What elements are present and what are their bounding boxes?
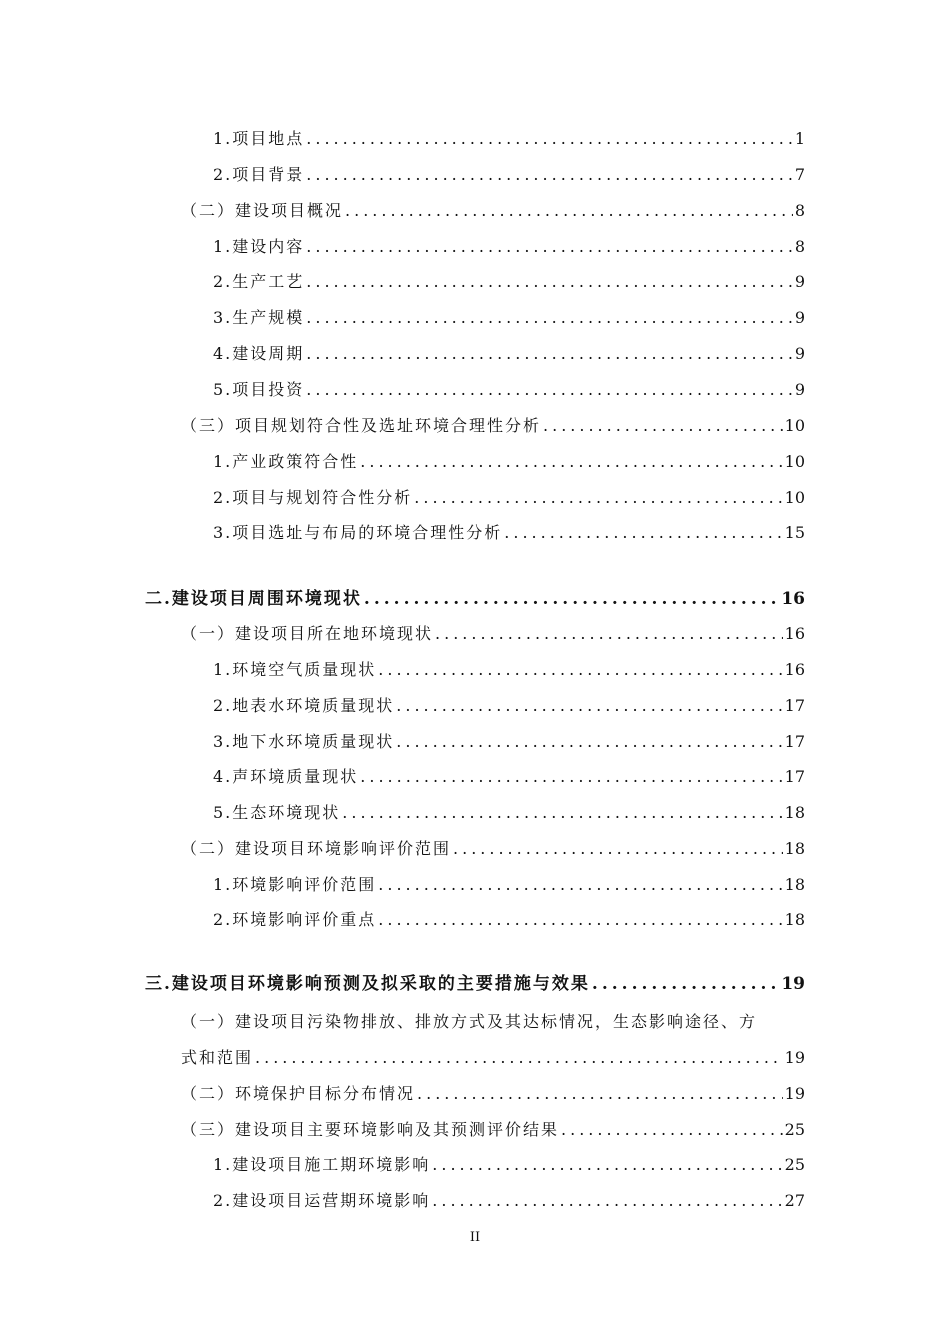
- toc-entry-page: 16: [784, 660, 805, 679]
- toc-entry[interactable]: [181, 1118, 805, 1142]
- toc-entry[interactable]: [213, 521, 805, 545]
- toc-leader-dots: [396, 730, 782, 754]
- toc-entry-wrapped-line[interactable]: （一）建设项目污染物排放、排放方式及其达标情况，生态影响途径、方: [181, 1012, 758, 1031]
- toc-entry-label: 式和范围: [181, 1048, 254, 1067]
- toc-entry-page: 7: [794, 165, 805, 184]
- toc-entry-label: 5.生态环境现状: [213, 803, 341, 822]
- toc-entry[interactable]: [181, 837, 805, 861]
- toc-leader-dots: [345, 199, 793, 223]
- toc-leader-dots: [255, 1046, 783, 1070]
- toc-leader-dots: [342, 801, 782, 825]
- toc-entry-page: 10: [784, 452, 805, 471]
- toc-entry-page: 19: [781, 974, 805, 994]
- toc-entry-page: 15: [784, 523, 805, 542]
- toc-entry-label: 二.建设项目周围环境现状: [145, 589, 362, 609]
- toc-leader-dots: [364, 587, 779, 611]
- toc-entry-label: 3.生产规模: [213, 308, 305, 327]
- toc-leader-dots: [360, 450, 782, 474]
- toc-leader-dots: [435, 622, 783, 646]
- toc-entry-label: （三）项目规划符合性及选址环境合理性分析: [181, 416, 542, 435]
- toc-entry[interactable]: [213, 306, 805, 330]
- toc-entry[interactable]: [213, 658, 805, 682]
- toc-chapter-entry[interactable]: [145, 972, 805, 996]
- toc-leader-dots: [592, 972, 779, 996]
- toc-entry[interactable]: [181, 1046, 805, 1070]
- toc-leader-dots: [432, 1189, 782, 1213]
- toc-entry-label: 2.项目与规划符合性分析: [213, 488, 413, 507]
- toc-leader-dots: [396, 694, 782, 718]
- toc-entry[interactable]: [213, 235, 805, 259]
- toc-entry-page: 17: [784, 696, 805, 715]
- toc-entry-label: （二）环境保护目标分布情况: [181, 1084, 416, 1103]
- toc-entry[interactable]: [181, 1082, 805, 1106]
- toc-entry[interactable]: [181, 622, 805, 646]
- toc-entry-label: 2.生产工艺: [213, 272, 305, 291]
- toc-entry-page: 10: [784, 416, 805, 435]
- toc-leader-dots: [306, 235, 793, 259]
- toc-entry[interactable]: [213, 1189, 805, 1213]
- toc-entry[interactable]: [213, 908, 805, 932]
- toc-entry[interactable]: [213, 342, 805, 366]
- toc-leader-dots: [306, 306, 793, 330]
- toc-entry[interactable]: [213, 270, 805, 294]
- toc-leader-dots: [306, 378, 793, 402]
- toc-entry[interactable]: [213, 378, 805, 402]
- toc-leader-dots: [432, 1153, 782, 1177]
- toc-leader-dots: [378, 873, 782, 897]
- toc-leader-dots: [543, 414, 783, 438]
- toc-entry[interactable]: [213, 694, 805, 718]
- toc-entry[interactable]: [181, 414, 805, 438]
- toc-entry[interactable]: [213, 765, 805, 789]
- toc-entry-page: 27: [784, 1191, 805, 1210]
- toc-entry-label: 2.地表水环境质量现状: [213, 696, 395, 715]
- toc-entry[interactable]: [213, 873, 805, 897]
- toc-entry[interactable]: [213, 801, 805, 825]
- toc-entry-page: 16: [781, 589, 805, 609]
- toc-entry-page: 9: [794, 344, 805, 363]
- toc-entry-label: 1.环境影响评价范围: [213, 875, 377, 894]
- toc-leader-dots: [306, 127, 793, 151]
- toc-leader-dots: [561, 1118, 783, 1142]
- toc-entry-page: 9: [794, 308, 805, 327]
- toc-entry-label: 三.建设项目环境影响预测及拟采取的主要措施与效果: [145, 974, 590, 994]
- toc-entry[interactable]: [213, 127, 805, 151]
- toc-leader-dots: [453, 837, 783, 861]
- toc-entry-page: 17: [784, 732, 805, 751]
- toc-entry-label: 1.建设内容: [213, 237, 305, 256]
- toc-entry-page: 8: [794, 237, 805, 256]
- toc-entry-label: 1.建设项目施工期环境影响: [213, 1155, 431, 1174]
- toc-entry-label: 1.产业政策符合性: [213, 452, 359, 471]
- toc-entry[interactable]: [213, 486, 805, 510]
- toc-entry-label: 4.声环境质量现状: [213, 767, 359, 786]
- toc-entry-page: 25: [784, 1120, 805, 1139]
- toc-entry-page: 1: [794, 129, 805, 148]
- toc-leader-dots: [378, 908, 782, 932]
- toc-entry-label: （一）建设项目所在地环境现状: [181, 624, 434, 643]
- toc-entry-page: 19: [784, 1084, 805, 1103]
- toc-entry-label: 3.项目选址与布局的环境合理性分析: [213, 523, 503, 542]
- toc-entry-label: 5.项目投资: [213, 380, 305, 399]
- toc-entry-label: 3.地下水环境质量现状: [213, 732, 395, 751]
- toc-entry-label: 2.环境影响评价重点: [213, 910, 377, 929]
- toc-entry-label: （三）建设项目主要环境影响及其预测评价结果: [181, 1120, 560, 1139]
- toc-entry-label: （二）建设项目环境影响评价范围: [181, 839, 452, 858]
- toc-entry-page: 8: [794, 201, 805, 220]
- toc-entry[interactable]: [213, 1153, 805, 1177]
- toc-entry-page: 18: [784, 839, 805, 858]
- toc-entry-label: 4.建设周期: [213, 344, 305, 363]
- toc-entry-page: 10: [784, 488, 805, 507]
- toc-chapter-entry[interactable]: [145, 587, 805, 611]
- toc-leader-dots: [360, 765, 782, 789]
- toc-entry-page: 9: [794, 380, 805, 399]
- toc-entry-label: 2.项目背景: [213, 165, 305, 184]
- toc-entry[interactable]: [213, 450, 805, 474]
- toc-leader-dots: [378, 658, 782, 682]
- toc-leader-dots: [417, 1082, 783, 1106]
- toc-entry-page: 18: [784, 803, 805, 822]
- toc-entry-label: 1.环境空气质量现状: [213, 660, 377, 679]
- toc-entry-page: 18: [784, 910, 805, 929]
- toc-entry-page: 9: [794, 272, 805, 291]
- toc-entry-page: 17: [784, 767, 805, 786]
- toc-entry[interactable]: [213, 730, 805, 754]
- toc-leader-dots: [504, 521, 782, 545]
- toc-entry[interactable]: [213, 163, 805, 187]
- toc-leader-dots: [306, 342, 793, 366]
- toc-entry[interactable]: [181, 199, 805, 223]
- toc-entry-label: 2.建设项目运营期环境影响: [213, 1191, 431, 1210]
- toc-entry-label: （二）建设项目概况: [181, 201, 344, 220]
- toc-leader-dots: [306, 163, 793, 187]
- page-number-footer: II: [469, 1230, 481, 1245]
- toc-leader-dots: [414, 486, 782, 510]
- toc-entry-page: 19: [784, 1048, 805, 1067]
- toc-entry-page: 25: [784, 1155, 805, 1174]
- toc-leader-dots: [306, 270, 793, 294]
- toc-entry-page: 18: [784, 875, 805, 894]
- toc-entry-page: 16: [784, 624, 805, 643]
- toc-entry-label: 1.项目地点: [213, 129, 305, 148]
